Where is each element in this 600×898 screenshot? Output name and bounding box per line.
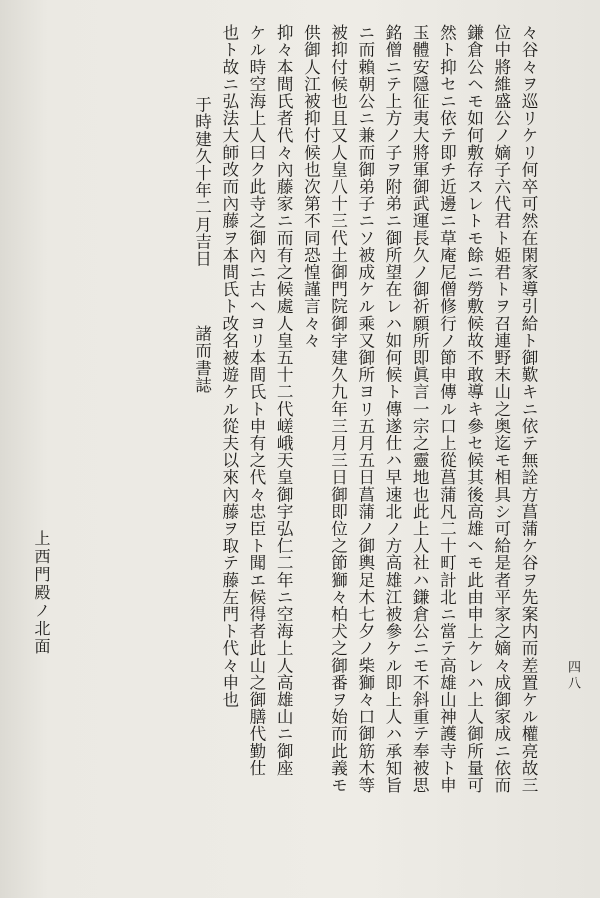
section-caption: 上西門殿ノ北面 (32, 530, 51, 656)
text-column: 鎌倉公ヘモ如何敷存スレトモ餘ニ勞敷候故不敢導キ參セ候其後高雄ヘモ此由申上ケレハ上人御所量可 (464, 24, 484, 794)
text-column: 然ト抑セニ依テ即チ近邊ニ草庵尼僧修行ノ節申傳ル口上從菖蒲凡二十町計北ニ當テ高雄山神護寺ト申 (437, 24, 457, 794)
text-column: 供御人江被抑付候也次第不同恐惶謹言々々 (301, 24, 321, 349)
signature-line: 諸而書誌 (192, 325, 212, 394)
text-column: 位中將維盛公ノ嫡子六代君ト姫君トヲ召連野末山之奥迄モ相具シ可給是者平家之嫡々成御家成ニ依而 (491, 24, 511, 794)
text-column: 銘僧ニテ上方ノ子ヲ附弟ニ御所望在レハ如何候ト傳遂仕ハ早速北ノ方高雄江被參ケル即上人ハ承知旨 (382, 24, 402, 794)
date-column (188, 24, 215, 862)
date-line: 于時建久十年二月吉日 (192, 96, 212, 267)
text-column: ケル時空海上人曰ク此寺之御內ニ古ヘヨリ本間氏ト申有之代々忠臣ト聞エ候得者此山之御膳代勤仕 (246, 24, 266, 777)
text-column: ニ而賴朝公ニ兼而御弟子ニソ被成ケル乘又御所ヨリ五月五日菖蒲ノ御輿足木七夕ノ柴獅々口御筋木等 (355, 24, 375, 794)
page-number: 四八 (565, 660, 580, 692)
text-column: 々谷々ヲ巡リケリ何卒可然在閑家導引給ト御歎キニ依テ無詮方菖蒲ケ谷ヲ先案内而差置ケル權亮故三 (519, 24, 538, 794)
text-column: 玉體安隱征夷大將軍御武運長久ノ御祈願所即眞言一宗之靈地也此上人社ハ鎌倉公ニモ不斜重テ奉被思 (410, 24, 430, 794)
text-column: 也ト故ニ弘法大師改而內藤ヲ本間氏ト改名被遊ケル從夫以來內藤ヲ取テ藤左門ト代々申也 (219, 24, 239, 708)
text-column: 被抑付候也且又人皇八十三代土御門院御宇建久九年三月三日御即位之節獅々柏犬之御番ヲ始而此義モ (328, 24, 348, 794)
text-column: 抑々本間氏者代々內藤家ニ而有之候處人皇五十二代嵯峨天皇御宇弘仁二年ニ空海上人高雄山ニ御座 (274, 24, 294, 777)
main-text-body (60, 24, 542, 862)
